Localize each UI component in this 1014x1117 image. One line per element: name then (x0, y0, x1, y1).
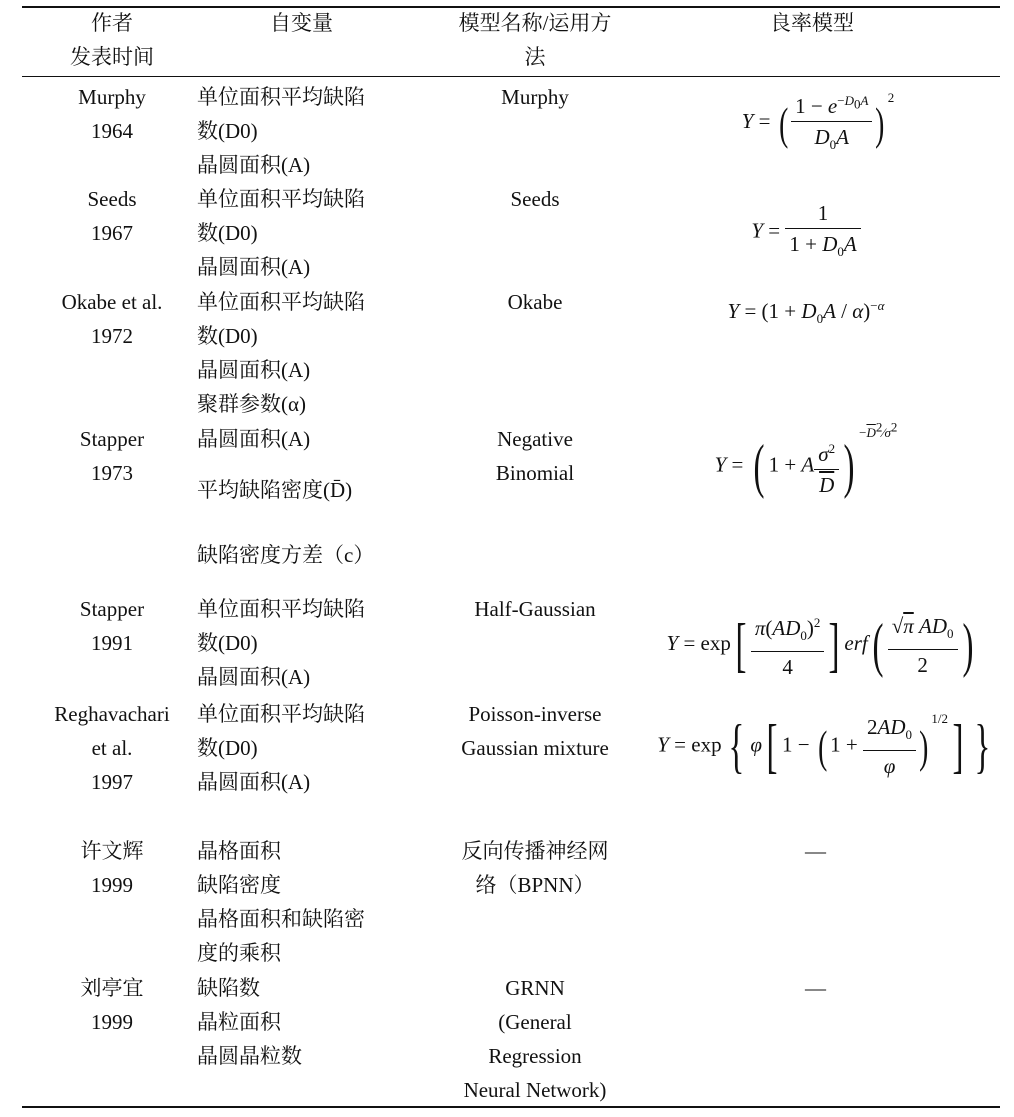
row7-var2: 缺陷密度 (197, 873, 281, 897)
row3-var1: 单位面积平均缺陷 (197, 290, 365, 314)
row7-var4: 度的乘积 (197, 941, 281, 965)
row4-year: 1973 (91, 461, 133, 485)
row8-model-line4: Neural Network) (463, 1078, 607, 1102)
row6-year: 1997 (91, 770, 133, 794)
row8-author: 刘亭宜 (80, 976, 144, 1000)
row7-model-line1: 反向传播神经网 (461, 839, 609, 863)
row3-formula: $Y = (1 + D_0A / \alpha)^{-\alpha}$ (727, 298, 885, 327)
header-rule (22, 76, 1000, 77)
header-yield-model: 良率模型 (770, 11, 854, 35)
row5-var1: 单位面积平均缺陷 (197, 597, 365, 621)
row1-var2: 数(D0) (197, 119, 258, 143)
row2-var2: 数(D0) (197, 221, 258, 245)
row6-formula: Y = exp { φ[ 1 − ( 1 + $\frac{2AD_0}{\varphi}$ )$^{1/2}$] } (657, 711, 991, 780)
row1-model: Murphy (501, 85, 569, 109)
row3-model: Okabe (507, 290, 563, 314)
header-model-line1: 模型名称/运用方 (458, 11, 612, 35)
row4-var3: 缺陷密度方差（c） (197, 543, 375, 567)
row8-model-line3: Regression (488, 1044, 582, 1068)
row5-model: Half-Gaussian (474, 597, 596, 621)
row5-year: 1991 (91, 631, 133, 655)
row3-var4: 聚群参数(α) (197, 392, 306, 416)
row8-model-line1: GRNN (505, 976, 565, 1000)
row5-formula: Y = exp[ $\frac{\pi(AD_0)^2}{4}$ ] erf( $\frac{√\pi AD_0}{2}$ ) (640, 608, 1004, 682)
header-variables: 自变量 (270, 11, 333, 35)
row8-var2: 晶粒面积 (197, 1010, 281, 1034)
row1-var1: 单位面积平均缺陷 (197, 85, 365, 109)
row4-model-line2: Binomial (495, 461, 575, 485)
row8-var3: 晶圆晶粒数 (197, 1044, 302, 1068)
row7-var1: 晶格面积 (197, 839, 281, 863)
row8-formula: — (805, 976, 826, 1000)
row7-author: 许文辉 (80, 839, 144, 863)
row4-author: Stapper (79, 427, 145, 451)
row8-model-line2: (General (498, 1010, 572, 1034)
row6-var2: 数(D0) (197, 736, 258, 760)
row7-var3: 晶格面积和缺陷密 (197, 907, 365, 931)
row1-formula: Y = ( $\frac{1 - e^{-D_0A}}{D_0A}$ )$^2$ (632, 86, 1004, 160)
row3-year: 1972 (91, 324, 133, 348)
row2-year: 1967 (91, 221, 133, 245)
row1-year: 1964 (91, 119, 133, 143)
row4-var2: 平均缺陷密度(D̄) (197, 478, 353, 502)
row7-formula: — (805, 839, 826, 863)
row3-var2: 数(D0) (197, 324, 258, 348)
row6-var1: 单位面积平均缺陷 (197, 702, 365, 726)
row4-formula: Y = ( 1 + A $\frac{\sigma^2}{D}$ )$^{-\overline{D}^2⁄\sigma^2}$ (714, 419, 898, 499)
row6-var3: 晶圆面积(A) (197, 770, 311, 794)
row5-var2: 数(D0) (197, 631, 258, 655)
row3-var3: 晶圆面积(A) (197, 358, 311, 382)
row7-model-line2: 络（BPNN） (475, 873, 595, 897)
row2-model: Seeds (510, 187, 560, 211)
row6-author-line2: et al. (91, 736, 133, 760)
row4-model-line1: Negative (497, 427, 573, 451)
row7-year: 1999 (91, 873, 133, 897)
header-model-line2: 法 (524, 45, 546, 69)
row6-model-line2: Gaussian mixture (461, 736, 609, 760)
row5-author: Stapper (79, 597, 145, 621)
row5-var3: 晶圆面积(A) (197, 665, 311, 689)
header-author-line1: 作者 (91, 11, 133, 35)
row8-year: 1999 (91, 1010, 133, 1034)
row8-var1: 缺陷数 (197, 976, 260, 1000)
header-author-line2: 发表时间 (70, 45, 154, 69)
row3-author: Okabe et al. (61, 290, 163, 314)
row1-var3: 晶圆面积(A) (197, 153, 311, 177)
row2-var1: 单位面积平均缺陷 (197, 187, 365, 211)
row6-model-line1: Poisson-inverse (468, 702, 602, 726)
row2-author: Seeds (87, 187, 137, 211)
row2-var3: 晶圆面积(A) (197, 255, 311, 279)
row2-formula: Y = $\frac{1}{1 + D_0A}$ (620, 198, 992, 267)
row1-author: Murphy (78, 85, 146, 109)
row6-author: Reghavachari (54, 702, 170, 726)
row4-var1: 晶圆面积(A) (197, 427, 311, 451)
